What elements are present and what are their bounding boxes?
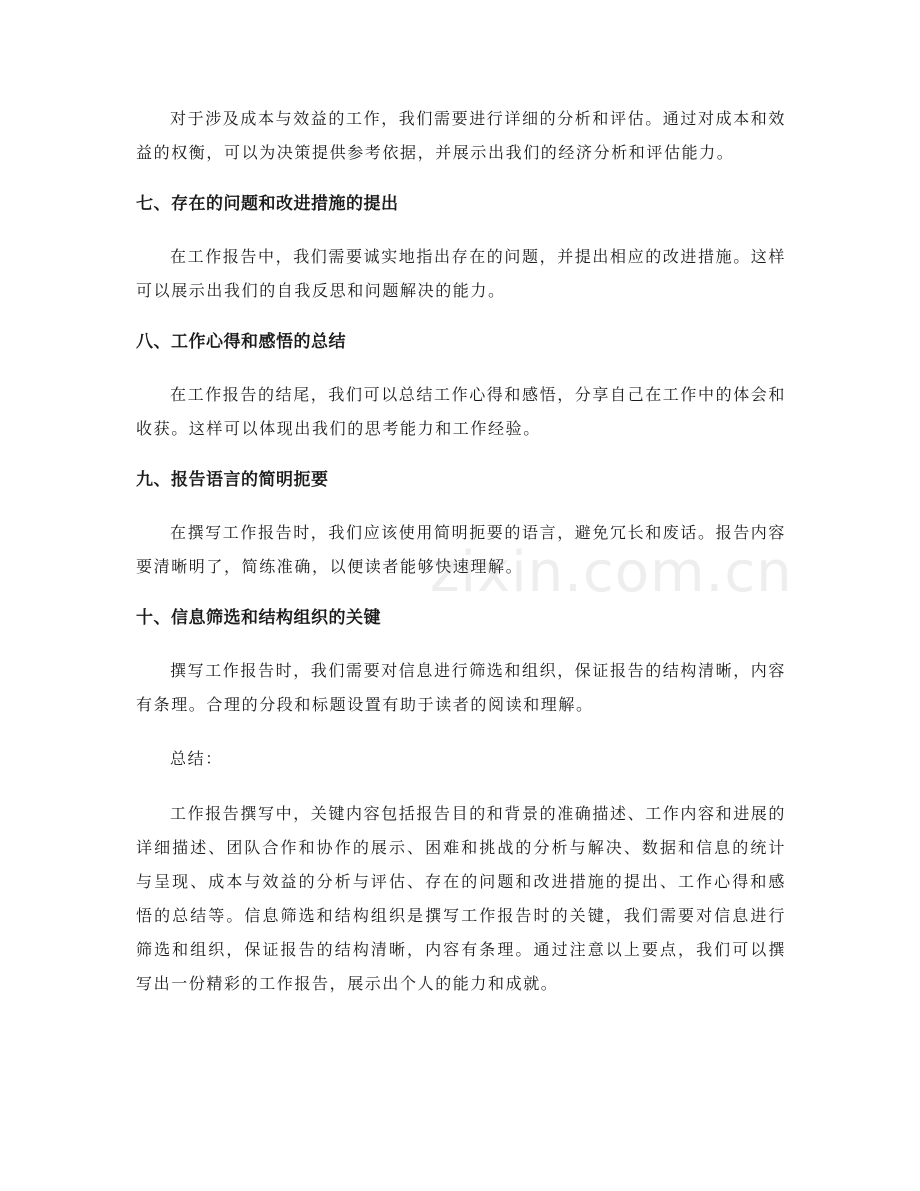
section-body-8: 在工作报告的结尾，我们可以总结工作心得和感悟，分享自己在工作中的体会和收获。这样可以体现出我们的思考能力和工作经验。: [136, 385, 787, 438]
intro-paragraph: 对于涉及成本与效益的工作，我们需要进行详细的分析和评估。通过对成本和效益的权衡，可以为决策提供参考依据，并展示出我们的经济分析和评估能力。: [136, 109, 787, 162]
section-body-9: 在撰写工作报告时，我们应该使用简明扼要的语言，避免冗长和废话。报告内容要清晰明了，简练准确，以便读者能够快速理解。: [136, 523, 787, 576]
document-body: [136, 102, 786, 1001]
summary-paragraph: 工作报告撰写中，关键内容包括报告目的和背景的准确描述、工作内容和进展的详细描述、团队合作和协作的展示、困难和挑战的分析与解决、数据和信息的统计与呈现、成本与效益的分析与评估、存在的问题和改进措施的提出、工作心得和感悟的总结等。信息筛选和结构组织是撰写工作报告时的关键，我们需要对信息进行筛选和组织，保证报告的结构清晰，内容有条理。通过注意以上要点，我们可以撰写出一份精彩的工作报告，展示出个人的能力和成就。: [136, 804, 787, 993]
summary-label: 总结：: [170, 749, 223, 768]
section-heading-7: 七、存在的问题和改进措施的提出: [136, 194, 399, 214]
section-heading-9: 九、报告语言的简明扼要: [136, 470, 329, 490]
section-body-7: 在工作报告中，我们需要诚实地指出存在的问题，并提出相应的改进措施。这样可以展示出我们的自我反思和问题解决的能力。: [136, 247, 787, 300]
section-heading-8: 八、工作心得和感悟的总结: [136, 332, 346, 352]
section-heading-10: 十、信息筛选和结构组织的关键: [136, 608, 381, 628]
watermark-text: zixin.com.cn: [430, 540, 793, 605]
section-body-10: 撰写工作报告时，我们需要对信息进行筛选和组织，保证报告的结构清晰，内容有条理。合理的分段和标题设置有助于读者的阅读和理解。: [136, 661, 787, 714]
